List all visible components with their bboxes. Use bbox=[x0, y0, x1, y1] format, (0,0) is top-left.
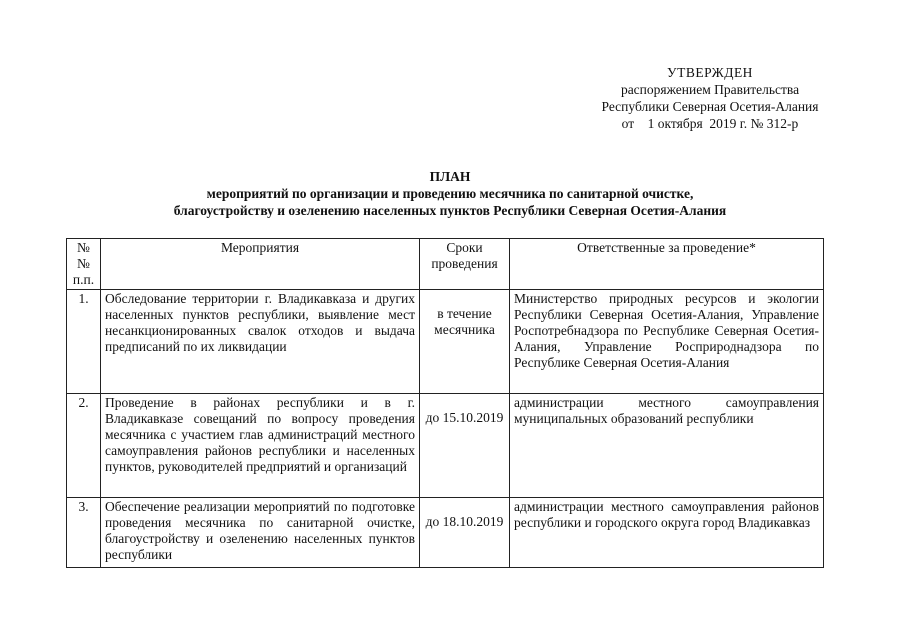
table-row bbox=[67, 290, 824, 394]
row-activity: Проведение в районах республики и в г. Владикавказе совещаний по вопросу проведения месячника с участием глав администраций местного самоуправления районов республики и населенных пунктов, руководителей предприятий и организаций bbox=[101, 394, 420, 498]
header-number: № № п.п. bbox=[67, 239, 101, 290]
row-term: до 15.10.2019 bbox=[420, 394, 510, 498]
approval-stamp-block bbox=[560, 64, 860, 132]
approval-heading: УТВЕРЖДЕН bbox=[667, 65, 753, 80]
document-subtitle-line-1: мероприятий по организации и проведению месячника по санитарной очистке, bbox=[206, 186, 694, 201]
row-number: 2. bbox=[67, 394, 101, 498]
header-responsible: Ответственные за проведение* bbox=[510, 239, 824, 290]
table-row bbox=[67, 394, 824, 498]
document-subtitle-line-2: благоустройству и озеленению населенных пунктов Республики Северная Осетия-Алания bbox=[173, 203, 727, 218]
row-responsible: Министерство природных ресурсов и экологии Республики Северная Осетия-Алания, Управление Роспотребнадзора по Республике Северная Осетия-Алания, Управление Росприроднадзора по Республике Северная Осетия-Алания bbox=[510, 290, 824, 394]
row-number: 3. bbox=[67, 498, 101, 568]
approval-line-3: от 1 октября 2019 г. № 312-р bbox=[621, 116, 799, 131]
row-responsible: администрации местного самоуправления муниципальных образований республики bbox=[510, 394, 824, 498]
row-activity: Обеспечение реализации мероприятий по подготовке проведения месячника по санитарной очистке, благоустройству и озеленению населенных пунктов республики bbox=[101, 498, 420, 568]
approval-line-2: Республики Северная Осетия-Алания bbox=[601, 99, 819, 114]
header-term: Сроки проведения bbox=[420, 239, 510, 290]
plan-table bbox=[66, 238, 824, 568]
row-term: в течение месячника bbox=[420, 290, 510, 394]
document-title: ПЛАН bbox=[429, 169, 471, 184]
row-activity: Обследование территории г. Владикавказа и других населенных пунктов республики, выявление мест несанкционированных свалок отходов и выдача предписаний по их ликвидации bbox=[101, 290, 420, 394]
table-header-row bbox=[67, 239, 824, 290]
row-number: 1. bbox=[67, 290, 101, 394]
header-activity: Мероприятия bbox=[101, 239, 420, 290]
row-responsible: администрации местного самоуправления районов республики и городского округа город Владикавказ bbox=[510, 498, 824, 568]
approval-line-1: распоряжением Правительства bbox=[620, 82, 800, 97]
document-title-block bbox=[60, 168, 840, 219]
row-term: до 18.10.2019 bbox=[420, 498, 510, 568]
table-row bbox=[67, 498, 824, 568]
